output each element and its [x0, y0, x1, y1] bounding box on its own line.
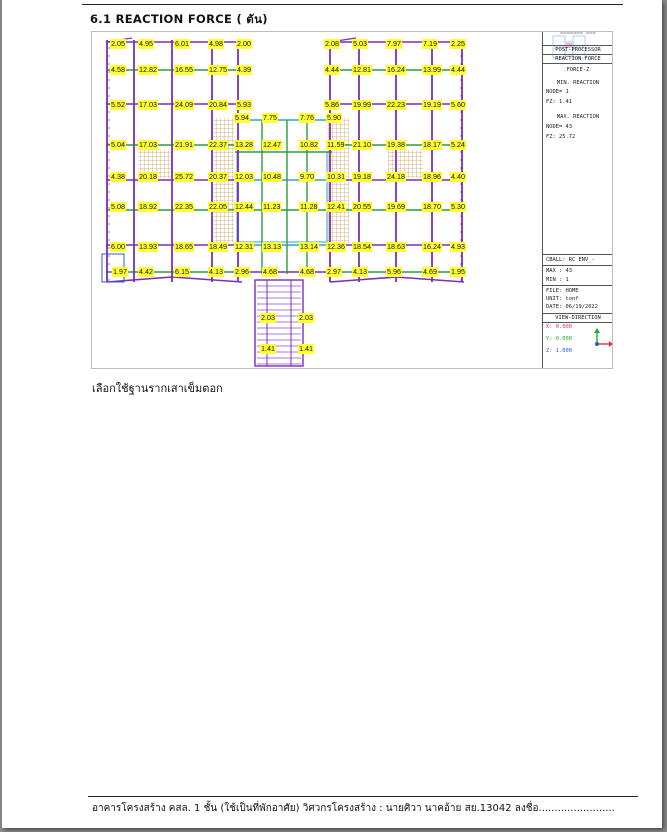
- reaction-value-label: 5.93: [237, 100, 251, 109]
- reaction-value-label: 2.08: [325, 39, 339, 48]
- reaction-value-label: 12.03: [235, 172, 253, 181]
- reaction-value-label: 2.03: [261, 313, 275, 322]
- min-reaction-fz: FZ: 1.41: [546, 99, 572, 105]
- structural-plan-drawing: [92, 32, 542, 368]
- reaction-value-label: 12.82: [139, 65, 157, 74]
- reaction-value-label: 13.28: [235, 140, 253, 149]
- reaction-value-label: 18.65: [175, 242, 193, 251]
- section-heading: 6.1 REACTION FORCE ( ตัน): [90, 12, 268, 26]
- min-count: MIN : 1: [546, 277, 569, 283]
- max-reaction-node: NODE= 43: [546, 124, 572, 130]
- reaction-value-label: 13.14: [300, 242, 318, 251]
- reaction-value-label: 10.31: [327, 172, 345, 181]
- reaction-value-label: 22.05: [209, 202, 227, 211]
- footer-rule: [88, 796, 638, 797]
- reaction-value-label: 20.55: [353, 202, 371, 211]
- reaction-value-label: 7.76: [300, 113, 314, 122]
- reaction-value-label: 5.04: [111, 140, 125, 149]
- reaction-value-label: 4.44: [325, 65, 339, 74]
- reaction-value-label: 18.70: [423, 202, 441, 211]
- reaction-value-label: 4.13: [353, 267, 367, 276]
- reaction-value-label: 5.08: [111, 202, 125, 211]
- reaction-force-figure: [91, 31, 613, 369]
- reaction-value-label: 4.38: [111, 172, 125, 181]
- reaction-value-label: 21.91: [175, 140, 193, 149]
- reaction-value-label: 2.97: [327, 267, 341, 276]
- reaction-value-label: 4.42: [139, 267, 153, 276]
- unit-info: UNIT: tonf: [546, 296, 579, 302]
- reaction-value-label: 20.37: [209, 172, 227, 181]
- reaction-value-label: 6.15: [175, 267, 189, 276]
- reaction-value-label: 20.18: [139, 172, 157, 181]
- reaction-value-label: 19.19: [423, 100, 441, 109]
- reaction-value-label: 13.13: [263, 242, 281, 251]
- reaction-value-label: 6.01: [175, 39, 189, 48]
- reaction-value-label: 22.35: [175, 202, 193, 211]
- foundation-choice-text: เลือกใช้ฐานรากเสาเข็มตอก: [92, 382, 223, 395]
- reaction-value-label: 1.41: [299, 344, 313, 353]
- reaction-value-label: 2.96: [235, 267, 249, 276]
- reaction-value-label: 11.23: [263, 202, 281, 211]
- panel-title: POST-PROCESSOR: [555, 47, 601, 53]
- reaction-value-label: 5.52: [111, 100, 125, 109]
- reaction-value-label: 2.03: [299, 313, 313, 322]
- reaction-value-label: 19.18: [353, 172, 371, 181]
- reaction-value-label: 12.44: [235, 202, 253, 211]
- file-info: FILE: HOME: [546, 288, 579, 294]
- reaction-value-label: 4.69: [423, 267, 437, 276]
- reaction-value-label: 12.47: [263, 140, 281, 149]
- reaction-value-label: 13.99: [423, 65, 441, 74]
- reaction-value-label: 4.39: [237, 65, 251, 74]
- reaction-value-label: 1.95: [451, 267, 465, 276]
- reaction-value-label: 7.75: [263, 113, 277, 122]
- reaction-value-label: 5.30: [451, 202, 465, 211]
- page-footer: อาคารโครงสร้าง คสล. 1 ชั้น (ใช้เป็นที่พักอาศัย) วิศวกรโครงสร้าง : นายศิวา นาคอ้าย สย.13042 ลงชื่อ........................: [92, 803, 615, 814]
- top-rule: [82, 4, 623, 5]
- reaction-value-label: 4.58: [111, 65, 125, 74]
- reaction-value-label: 19.99: [353, 100, 371, 109]
- cball-info: CBALL: RC ENV_-: [546, 257, 595, 263]
- reaction-value-label: 24.09: [175, 100, 193, 109]
- min-reaction-node: NODE= 1: [546, 89, 569, 95]
- date-info: DATE: 06/19/2022: [546, 304, 598, 310]
- reaction-value-label: 16.24: [387, 65, 405, 74]
- reaction-value-label: 1.97: [113, 267, 127, 276]
- reaction-value-label: 6.00: [111, 242, 125, 251]
- reaction-value-label: 18.63: [387, 242, 405, 251]
- reaction-value-label: 21.10: [353, 140, 371, 149]
- view-x: X: 0.000: [546, 324, 572, 330]
- reaction-value-label: 11.59: [327, 140, 345, 149]
- reaction-value-label: 25.72: [175, 172, 193, 181]
- reaction-value-label: 7.97: [387, 39, 401, 48]
- axis-triad-icon: [589, 328, 613, 352]
- reaction-value-label: 18.49: [209, 242, 227, 251]
- reaction-value-label: 16.55: [175, 65, 193, 74]
- reaction-value-label: 5.03: [353, 39, 367, 48]
- reaction-value-label: 13.93: [139, 242, 157, 251]
- reaction-value-label: 4.13: [209, 267, 223, 276]
- reaction-value-label: 4.40: [451, 172, 465, 181]
- reaction-value-label: 12.41: [327, 202, 345, 211]
- reaction-value-label: 11.28: [300, 202, 318, 211]
- max-count: MAX : 43: [546, 268, 572, 274]
- reaction-value-label: 4.93: [451, 242, 465, 251]
- reaction-value-label: 18.92: [139, 202, 157, 211]
- view-direction-label: VIEW-DIRECTION: [555, 315, 601, 321]
- reaction-value-label: 4.44: [451, 65, 465, 74]
- view-z: Z: 1.000: [546, 348, 572, 354]
- max-reaction-label: MAX. REACTION: [556, 114, 600, 120]
- beam-line: [172, 277, 242, 282]
- beam-line: [107, 277, 172, 282]
- reaction-value-label: 17.03: [139, 140, 157, 149]
- reaction-value-label: 5.94: [235, 113, 249, 122]
- reaction-value-label: 5.90: [327, 113, 341, 122]
- reaction-value-label: 24.18: [387, 172, 405, 181]
- reaction-value-label: 20.84: [209, 100, 227, 109]
- post-processor-panel: [542, 32, 613, 368]
- reaction-value-label: 22.23: [387, 100, 405, 109]
- logo-caption: ======= ===: [560, 31, 596, 37]
- reaction-value-label: 5.24: [451, 140, 465, 149]
- reaction-value-label: 1.41: [261, 344, 275, 353]
- reaction-value-label: 12.31: [235, 242, 253, 251]
- beam-line: [330, 277, 396, 282]
- reaction-value-label: 5.96: [387, 267, 401, 276]
- reaction-value-label: 19.38: [387, 140, 405, 149]
- reaction-value-label: 18.17: [423, 140, 441, 149]
- reaction-value-label: 12.36: [327, 242, 345, 251]
- reaction-value-label: 4.95: [139, 39, 153, 48]
- view-y: Y: 0.000: [546, 336, 572, 342]
- reaction-value-label: 5.86: [325, 100, 339, 109]
- reaction-value-label: 10.48: [263, 172, 281, 181]
- force-component: FORCE-Z: [566, 67, 590, 73]
- central-slab: [237, 152, 327, 242]
- reaction-value-label: 18.54: [353, 242, 371, 251]
- reaction-value-label: 22.37: [209, 140, 227, 149]
- reaction-value-label: 5.60: [451, 100, 465, 109]
- reaction-value-label: 4.68: [300, 267, 314, 276]
- reaction-value-label: 12.81: [353, 65, 371, 74]
- reaction-value-label: 19.69: [387, 202, 405, 211]
- reaction-value-label: 16.24: [423, 242, 441, 251]
- reaction-value-label: 9.70: [300, 172, 314, 181]
- reaction-value-label: 18.96: [423, 172, 441, 181]
- panel-subtitle: REACTION FORCE: [555, 56, 601, 62]
- reaction-value-label: 2.00: [237, 39, 251, 48]
- max-reaction-fz: FZ: 25.72: [546, 134, 576, 140]
- reaction-value-label: 4.68: [263, 267, 277, 276]
- reaction-value-label: 2.25: [451, 39, 465, 48]
- reaction-value-label: 7.19: [423, 39, 437, 48]
- min-reaction-label: MIN. REACTION: [556, 80, 600, 86]
- beam-line: [396, 277, 464, 282]
- reaction-value-label: 17.03: [139, 100, 157, 109]
- reaction-value-label: 12.75: [209, 65, 227, 74]
- reaction-value-label: 2.05: [111, 39, 125, 48]
- document-page: [2, 0, 662, 828]
- reaction-value-label: 10.82: [300, 140, 318, 149]
- reaction-value-label: 4.98: [209, 39, 223, 48]
